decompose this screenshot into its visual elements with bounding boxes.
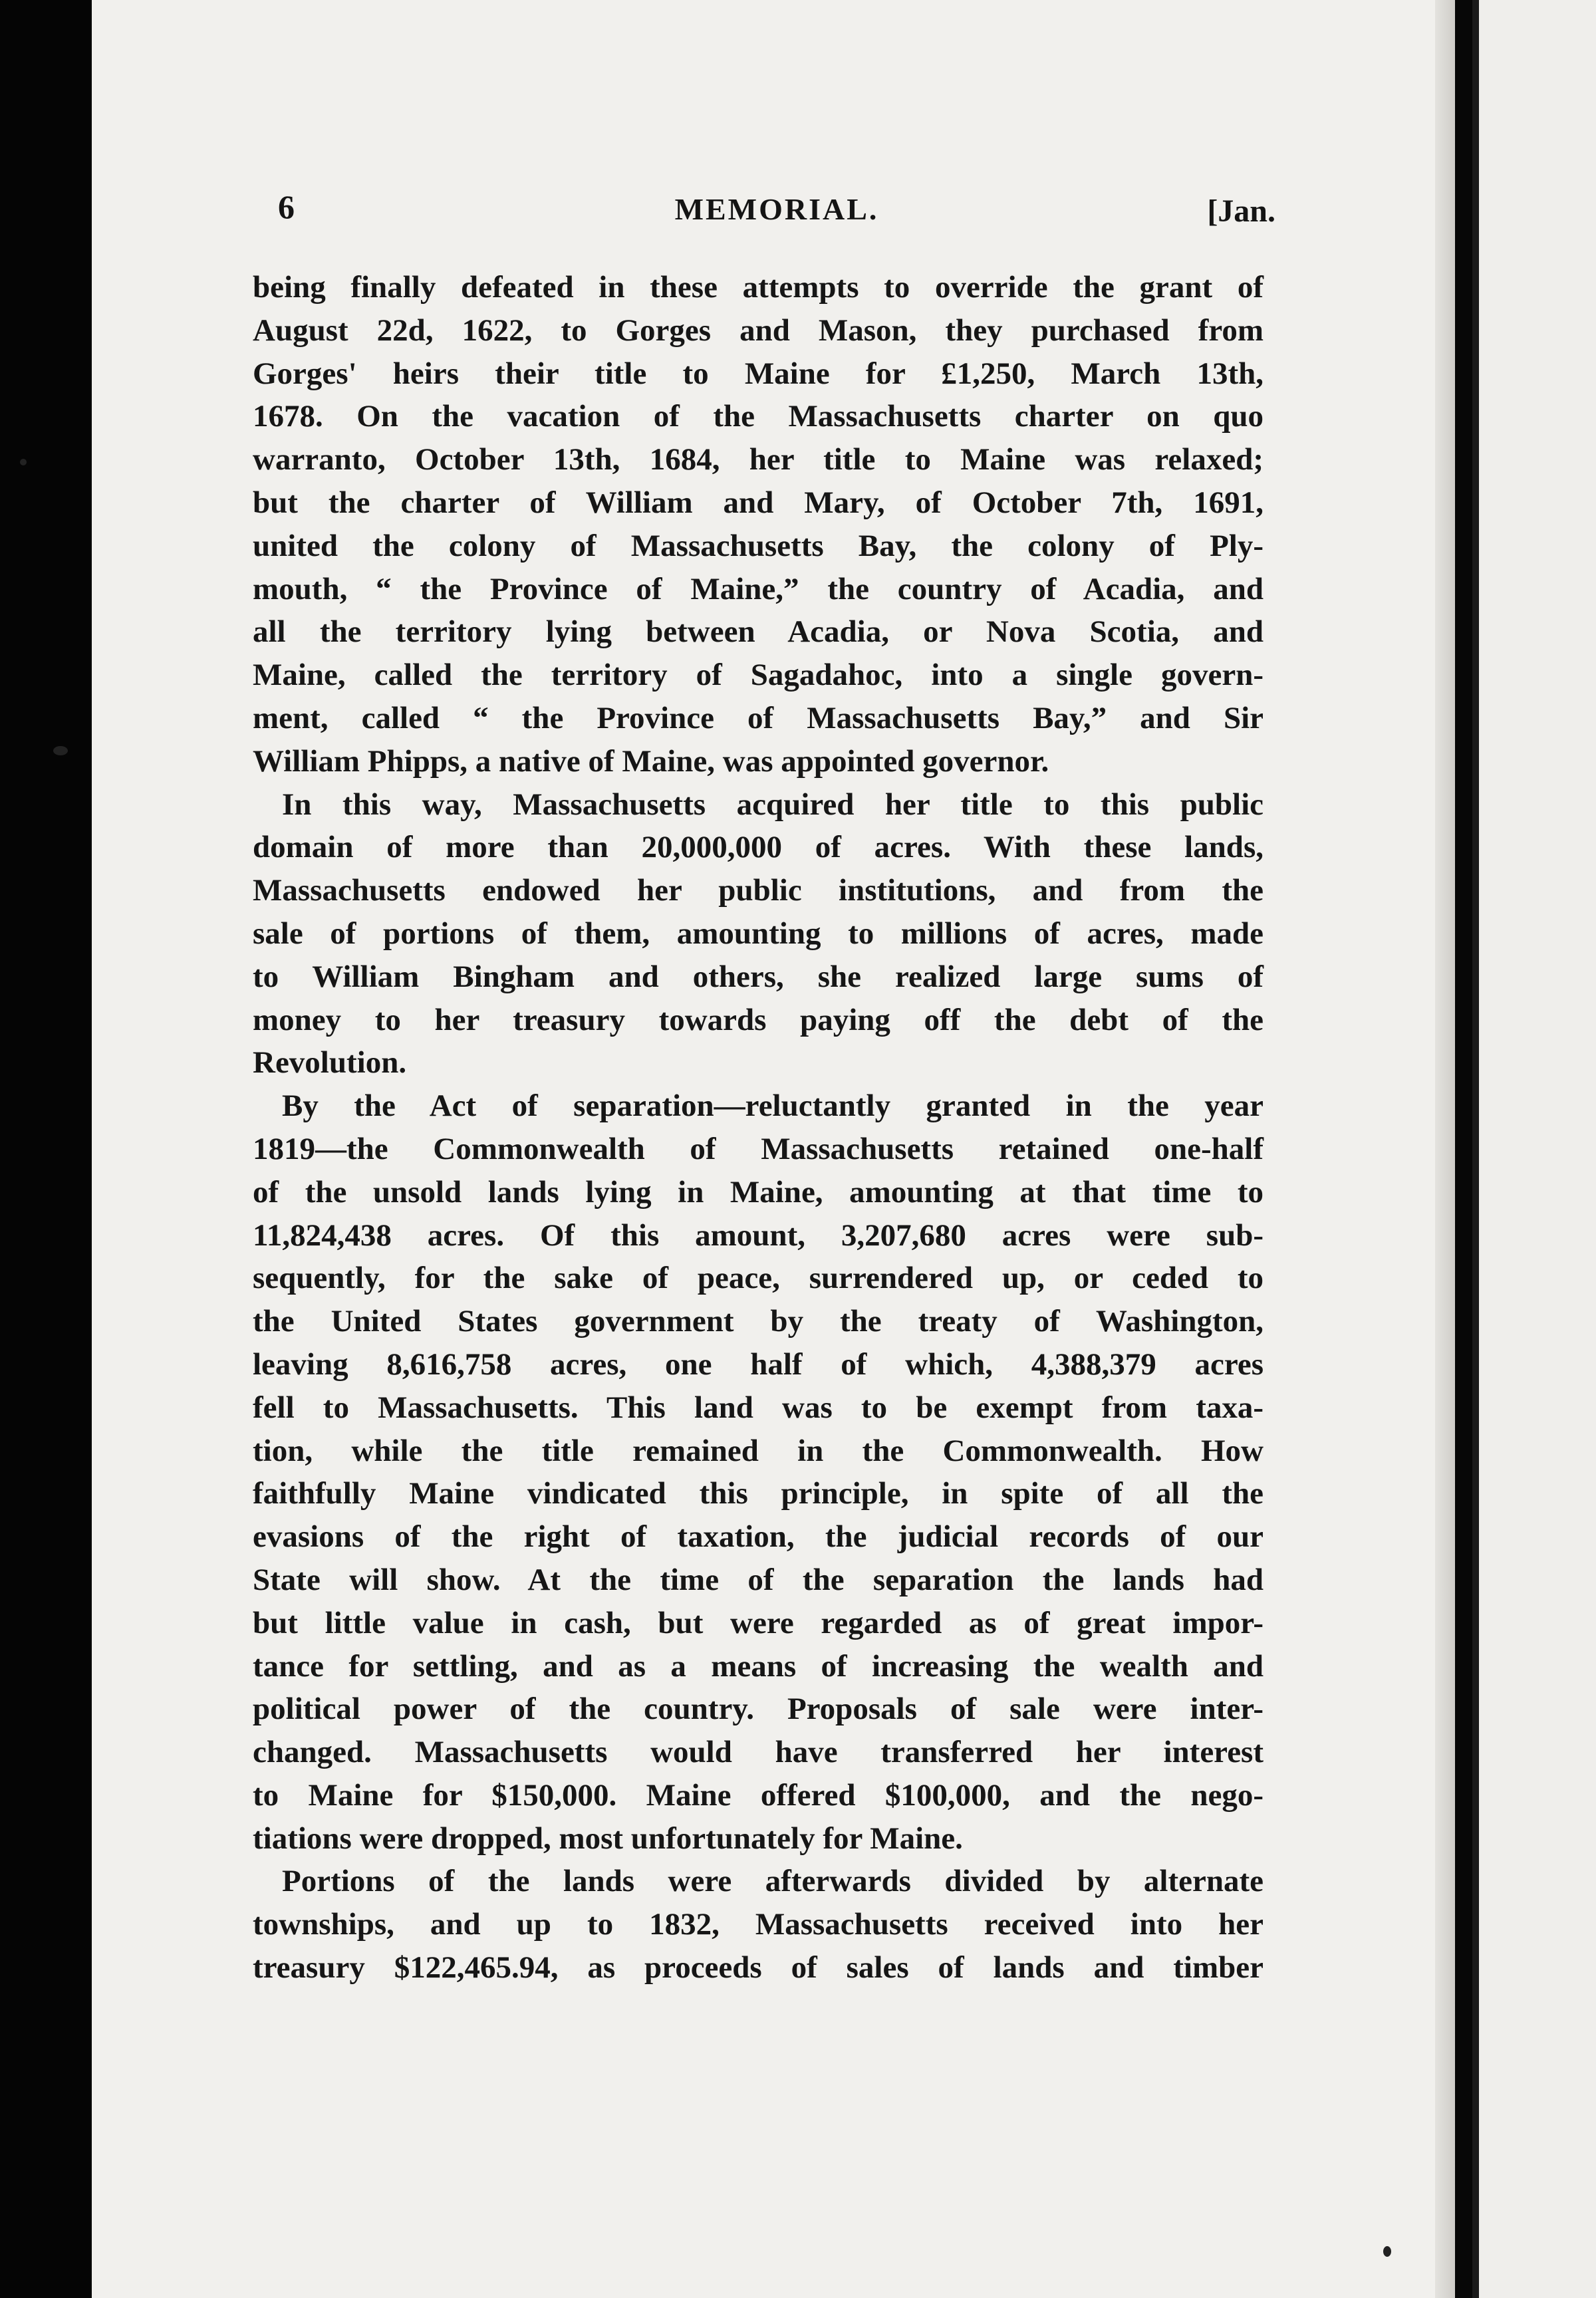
text-line: sequently, for the sake of peace, surrendered up, or ceded to	[253, 1261, 1264, 1296]
text-line: to William Bingham and others, she realized large sums of	[253, 959, 1264, 994]
text-line: mouth, “ the Province of Maine,” the country of Acadia, and	[253, 571, 1264, 606]
text-line: evasions of the right of taxation, the judicial records of our	[253, 1519, 1264, 1555]
text-line: to Maine for $150,000. Maine offered $100,000, and the nego-	[253, 1777, 1264, 1813]
scan-speck	[1383, 2246, 1391, 2257]
text-line: townships, and up to 1832, Massachusetts received into her	[253, 1907, 1264, 1942]
book-gutter	[1455, 0, 1472, 2298]
paragraph	[253, 1085, 1264, 1860]
text-line: William Phipps, a native of Maine, was appointed governor.	[253, 743, 1049, 779]
text-line: Revolution.	[253, 1045, 407, 1081]
page-number: 6	[278, 188, 295, 225]
text-line: tion, while the title remained in the Commonwealth. How	[253, 1433, 1264, 1468]
text-line: Maine, called the territory of Sagadahoc, into a single govern-	[253, 658, 1264, 693]
text-line: ment, called “ the Province of Massachusetts Bay,” and Sir	[253, 700, 1264, 735]
facing-page-edge	[1472, 0, 1596, 2298]
text-line: In this way, Massachusetts acquired her title to this public	[282, 787, 1264, 822]
text-line: faithfully Maine vindicated this principle, in spite of all the	[253, 1476, 1264, 1511]
text-line: fell to Massachusetts. This land was to be exempt from taxa-	[253, 1390, 1264, 1425]
paragraph	[253, 1860, 1264, 1989]
text-line: 1819—the Commonwealth of Massachusetts retained one-half	[253, 1131, 1264, 1166]
page-header	[278, 188, 1275, 241]
text-line: Portions of the lands were afterwards divided by alternate	[282, 1864, 1264, 1899]
text-line: sale of portions of them, amounting to millions of acres, made	[253, 916, 1264, 951]
running-head-title: MEMORIAL.	[674, 192, 879, 226]
text-line: all the territory lying between Acadia, or Nova Scotia, and	[253, 614, 1264, 650]
text-line: Massachusetts endowed her public institutions, and from the	[253, 873, 1264, 908]
paragraph	[253, 783, 1264, 1085]
facing-page-shadow	[1472, 0, 1479, 2298]
text-line: domain of more than 20,000,000 of acres. With these lands,	[253, 830, 1264, 865]
text-line: of the unsold lands lying in Maine, amounting at that time to	[253, 1174, 1264, 1210]
text-line: changed. Massachusetts would have transferred her interest	[253, 1735, 1264, 1770]
text-line: By the Act of separation—reluctantly granted in the year	[282, 1088, 1264, 1124]
text-line: being finally defeated in these attempts to override the grant of	[253, 270, 1264, 305]
text-line: but little value in cash, but were regarded as of great impor-	[253, 1605, 1264, 1640]
text-line: August 22d, 1622, to Gorges and Mason, they purchased from	[253, 313, 1264, 348]
scan-speck	[53, 746, 68, 755]
text-line: but the charter of William and Mary, of October 7th, 1691,	[253, 485, 1264, 520]
text-line: tiations were dropped, most unfortunately for Maine.	[253, 1821, 963, 1856]
running-head-date: [Jan.	[1207, 193, 1275, 229]
text-line: political power of the country. Proposals of sale were inter-	[253, 1692, 1264, 1727]
text-line: united the colony of Massachusetts Bay, the colony of Ply-	[253, 528, 1264, 563]
text-line: Gorges' heirs their title to Maine for £1,250, March 13th,	[253, 356, 1264, 391]
paragraph	[253, 266, 1264, 783]
scanner-left-margin	[0, 0, 92, 2298]
text-line: 1678. On the vacation of the Massachusetts charter on quo	[253, 399, 1264, 434]
text-line: the United States government by the treaty of Washington,	[253, 1304, 1264, 1339]
text-line: 11,824,438 acres. Of this amount, 3,207,680 acres were sub-	[253, 1217, 1264, 1253]
text-line: leaving 8,616,758 acres, one half of which, 4,388,379 acres	[253, 1346, 1264, 1382]
page-body	[253, 266, 1264, 1989]
scan-speck	[20, 459, 27, 465]
text-line: money to her treasury towards paying off the debt of the	[253, 1002, 1264, 1037]
text-line: tance for settling, and as a means of increasing the wealth and	[253, 1648, 1264, 1684]
text-line: State will show. At the time of the separation the lands had	[253, 1562, 1264, 1597]
text-line: treasury $122,465.94, as proceeds of sales of lands and timber	[253, 1950, 1264, 1985]
text-line: warranto, October 13th, 1684, her title to Maine was relaxed;	[253, 442, 1264, 477]
